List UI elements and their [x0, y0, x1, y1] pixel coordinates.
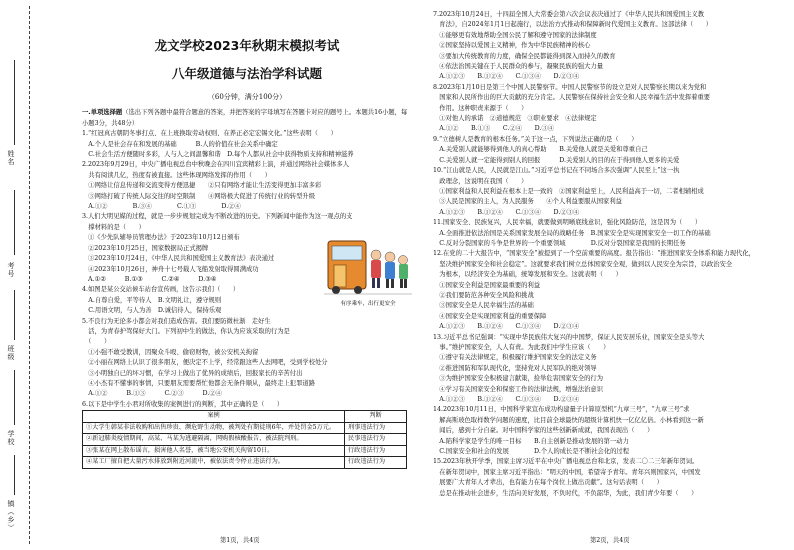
question-line: A.①②③ B.①②④ C.①③④ D.②③④ — [433, 73, 580, 81]
question-line: ④国家安全是实现国家利益的重要保障 — [433, 312, 547, 320]
town-blank[interactable] — [14, 455, 15, 495]
question-line: 14.2023年10月11日，中国科学家宣布成功构建量子计算原型机“九章三号”，“九章三号”求 — [433, 406, 690, 414]
question-line: 展要广大青年人才辈出，也有能力在每个岗位上做出贡献”。这句话表明（ ） — [433, 479, 663, 487]
page-footer-right: 第2页，共4页 — [590, 537, 630, 544]
question-line: 活，为青春护驾保好大门。下列初中生的做法，你认为应该采取的行为是 — [82, 327, 290, 335]
question-line: （ ） — [82, 338, 111, 346]
left-column — [82, 10, 412, 469]
answer-options: A.①② B.①③ C.②③ D.②④ — [82, 390, 222, 398]
question-line: ①对他人的承诺 ②道德规范 ③职业要求 ④法律规定 — [433, 115, 597, 123]
score-info: （60分钟，满分100分） — [207, 93, 287, 101]
question-line: C.反对分裂国家的斗争是世界的一个重要领域 D.反对分裂国家是我国的长期任务 — [433, 239, 686, 247]
table-cell: ④某工厂擅自把大量污水排放到附近河流中，被依法责令停止违法行为。 — [83, 457, 345, 469]
question-line: 13.习近平总书记强调：“实现中华民族伟大复兴的中国梦，保证人民安居乐业，国家安全是头等大 — [433, 333, 705, 341]
table-row — [83, 434, 407, 446]
question-line: 2.2023年9月29日，中央广播电视总台中秋晚会在四川宜宾精彩上演，并通过网络社会媒体多人 — [82, 161, 350, 169]
question-line: 1.“红冠真古朝阴冬事打点、在上班换取劳动权则、在养正必定宏锡文化。”这些表明（ ） — [82, 130, 337, 138]
question-line: ③为维护国家安全积极建言献策，捡举危害国家安全的行为 — [433, 375, 604, 383]
question-line: 8.2023年1月10日是第三个中国人民警察节。中国人民警察节的设立是对人民警察长期以来为党和 — [433, 83, 707, 91]
question-line: ④学习有关国家安全和保密工作的法律法规，增强法治意识 — [433, 385, 604, 393]
question-line: ①能够更有效地帮助全国公民了解和遵守国家的法律制度 — [433, 31, 597, 39]
margin-label-school: 学校 — [7, 430, 15, 446]
case-table — [82, 410, 407, 469]
question-line: C.国家安全和社会的发展 D.个人的成长是不断社会化的过程 — [433, 448, 630, 456]
option-line: ③2023年10月24日，《中华人民共和国爱国主义教育法》表决通过 — [88, 255, 275, 263]
question-line: ①遵守有关法律规定，积极履行维护国家安全的法定义务 — [433, 354, 597, 362]
question-line: C.社会生活方便随时多彩，人与人之间温馨和谐 D.每个人都从社会中获得物质支持和精神滋养 — [82, 151, 354, 159]
question-line: ③国家安全是人民幸福生活的基础 — [433, 302, 534, 310]
option-line: ②2023年10月25日，国家数据局正式揭牌 — [88, 244, 209, 252]
table-cell: ③张某在网上散布谣言，损害他人名誉，被当地公安机关拘留10日。 — [83, 445, 345, 457]
question-line: ③人民是国家的主人，为人民服务 ④个人利益要服从国家利益 — [433, 198, 622, 206]
bus-stop-illustration — [324, 233, 412, 311]
table-cell: 民事违法行为 — [345, 434, 407, 446]
question-line: ①国家利益和人民利益在根本上是一致的 ②国家利益至上，人民利益高于一切，二者相辅相成 — [433, 187, 704, 195]
table-row — [83, 457, 407, 469]
question-line: 坚决维护国家安全和社会稳定”。这就要求我们树立总体国家安全观，做到以人民安全为宗旨，以政治安全 — [433, 260, 733, 268]
picture-caption: 有序乘车，出行更安全 — [340, 301, 396, 308]
question-line: 为根本，以经济安全为基础，统筹发展和安全。这就表明（ ） — [433, 271, 622, 279]
question-line: ②国家坚持以爱国主义精神，作为中华民族精神的核心 — [433, 42, 591, 50]
question-line: 撑材料的是（ ） — [82, 223, 145, 231]
question-line: ①小强不敢受教训，因聚众斗殴、偷窃财物，被公安机关拘留 — [82, 348, 259, 356]
question-line: 11.国家安全、民族复兴，人民幸福，就要做到明晰底线意识，强化风险防范，这是因为（ ） — [433, 219, 702, 227]
table-cell: 行政违法行为 — [345, 445, 407, 457]
q3-q5-text — [82, 233, 318, 337]
question-line: 闻后，感到十分自豪。对中国科学家的这些创新新成就，我国表现出（ ） — [433, 427, 654, 435]
cut-line — [29, 6, 30, 544]
margin-label-name: 姓名 — [7, 150, 15, 166]
question-line: A.个人是社会存在和发展的基础 B.人的价值在社会关系中确定 — [82, 140, 278, 148]
question-line: C.用语文明，与人为善 D.诚信待人，保持乐观 — [82, 307, 222, 315]
question-line: ①网络让信息传递和交流变得方便迅捷 ②只有网络才能让生活变得更加丰富多彩 — [82, 182, 322, 190]
exam-title: 龙文学校2023年秋期末模拟考试 — [154, 38, 340, 53]
question-line: A.①②③ B.①②④ C.①③④ D.②③④ — [433, 208, 580, 216]
number-blank[interactable] — [14, 190, 15, 255]
question-line: 6.以下是中学生小君对所收集的案例进行的判断，其中正确的是（ ） — [82, 400, 284, 408]
q3-q5-block — [82, 233, 412, 337]
question-line: A.①②③ B.①②④ C.①③④ D.②③④ — [433, 323, 580, 331]
binding-margin — [0, 0, 38, 550]
left-question-lines — [82, 129, 412, 233]
table-header: 案例 — [83, 411, 345, 423]
question-line: 国家和人民所作出的巨大贡献的充分肯定。人民警察在保持社会安全和人民幸福生活中发挥着重要 — [433, 94, 711, 102]
question-line: 3.人们大明见媒的过程，就是一步步规划完成为不断改进的历史。下列新闻中能作为这一观点的支 — [82, 213, 353, 221]
question-line: ④依法治国关键在于人民群众的参与，凝聚民族的强大力量 — [433, 63, 604, 71]
question-line: ③小明独自已的坏习惯，在学习上做出了优异的成绩后，回报家长的辛苦付出 — [82, 369, 303, 377]
exam-subtitle: 八年级道德与法治学科试题 — [171, 66, 322, 81]
table-cell: 刑事违法行为 — [345, 422, 407, 434]
question-line: A.①②③ B.①②④ C.①③④ D.②③④ — [433, 396, 580, 404]
question-line: 育法》，自2024年1月1日起施行，以法治方式推动和保障新时代爱国主义教育。这部法律（ ） — [433, 21, 713, 29]
question-line: ③要加大传统教育的力度，确保全民都能得到深入而持久的教育 — [433, 52, 616, 60]
question-line: ④小杰有不懂事的事情，只要朋友需要帮忙他都会无条件顺从，最终走上犯罪道路 — [82, 379, 315, 387]
margin-label-class: 班级 — [7, 345, 15, 361]
table-header: 判断 — [345, 411, 407, 423]
section1-title: 一.单项选择题 — [82, 109, 123, 117]
question-line: ②我们要防范各种安全风险和挑战 — [433, 291, 534, 299]
question-line: A.全面推进依法治国是关系国家发展全局的战略任务 B.国家安全是实现国家安全一切工作的基础 — [433, 229, 711, 237]
option-line: A.①② B.①③ C.②④ D.③④ — [88, 275, 217, 283]
question-line: A.①② B.③④ C.①③ D.②④ — [82, 203, 241, 211]
question-line: A.自尊自爱，平等待人 B.文明礼让，遵守规则 — [82, 296, 222, 304]
question-line: 12.在党的二十大报告中，“国家安全”被提到了一个空前重要的高度。报告指出：“推进国家安全体系和能力现代化， — [433, 250, 755, 258]
table-row — [83, 445, 407, 457]
name-blank[interactable] — [14, 60, 15, 145]
question-line: 10.“江山就是人民，人民就是江山。”习近平总书记在不同场合多次强调“人民至上”这一执 — [433, 167, 680, 175]
question-line: ②小丽在网络上认识了很多朋友，便决定不上学，经常跟这些人去网吧，受到学校处分 — [82, 359, 328, 367]
question-line: 7.2023年10月24日，十四届全国人大常委会第六次会议表决通过了《中华人民共和国爱国主义教 — [433, 11, 705, 18]
school-blank[interactable] — [14, 370, 15, 425]
margin-label-number: 考号 — [7, 262, 15, 278]
question-line: 4.如图是某公交站候车站台宣传画，这告示我们（ ） — [82, 286, 240, 294]
question-line: 9.“立德树人是教育的根本任务。”关于这一点，下列说法正确的是（ ） — [433, 135, 638, 143]
question-line: 15.2023年秋开学季，国家主席习近平在中央广播电视总台和北京，发表二〇二三年新年贺词。 — [433, 458, 699, 466]
question-line: A.①② B.①③ C.②④ D.③④ — [433, 125, 555, 133]
class-blank[interactable] — [14, 290, 15, 340]
page-footer-left: 第1页，共4页 — [220, 537, 260, 544]
question-line: 共有阅读几亿，热度有被直接。这些体现网络发挥的作用（ ） — [82, 171, 271, 179]
question-line: A.陷科学家是学生的唯一目标 B.自主创新是推动发展的第一动力 — [433, 437, 629, 445]
question-line: ③网络打破了传统人际交往的时空限制 ④网络极大促进了传统行业的转型升级 — [82, 192, 315, 200]
table-cell: 行政违法行为 — [345, 457, 407, 469]
question-line: ②推进国防和军队现代化，坚持党对人民军队的绝对领导 — [433, 364, 597, 372]
question-line: 解高斯玻色取样数学问题的速度，比目前全球最快的超级计算机快一亿亿亿倍。小林看到这一新 — [433, 416, 704, 424]
option-line: ④2023年10月26日，神舟十七号载人飞船发射取得圆满成功 — [88, 265, 259, 273]
section1-intro: （选出下列各题中最符合题意的答案，并把答案的字母填写在答题卡对应的题号上。本题共16小题，每小题3分，共48分） — [82, 109, 408, 127]
table-row — [83, 422, 407, 434]
margin-label-town: 镇（乡） — [7, 500, 15, 532]
question-line: 事。”维护国家安全，人人有责。为此我们中学生应该（ ） — [433, 344, 610, 351]
question-line: 在新年贺词中，国家主席习近平指出：“明天的中国，希望寄予青年。青年兴则国家兴，中国发 — [433, 468, 701, 476]
table-cell: ①大学生韩某非法收购和出售珍贵、濒危野生动物，被判处有期徒刑6年，并处罚金5万元。 — [83, 422, 345, 434]
question-line: C.关爱别人就一定能得到别人的回报 D.关爱别人的目的在于得到他人更多的关爱 — [433, 156, 680, 164]
question-line: ①国家安全利益是国家最重要的利益 — [433, 281, 541, 289]
question-line: 总是在推动社会进步，生活向美好发展，不负时代，不负韶华，为此，我们青少年要（ ） — [433, 489, 698, 497]
question-line: 5.不良行为无论多小都会对我们造成伤害。我们要防微杜渐 走好生 — [82, 317, 271, 325]
question-line: 作用。这种职责来源于（ ） — [433, 104, 528, 112]
right-column — [433, 10, 785, 499]
table-header-row — [83, 411, 407, 423]
question-line: 政理念，这说明在我国（ ） — [433, 177, 528, 185]
section-heading — [82, 108, 412, 129]
table-cell: ②新冠肺炎疫情期间，高某、马某为逃避隔离，网购假核酸报告，被法院判刑。 — [83, 434, 345, 446]
question-line: A.关爱别人就能够得到他人的真心帮助 B.关爱他人就是关爱和尊重自己 — [433, 146, 648, 154]
option-line: ①《少先队辅导员管理办法》于2023年10月12日颁布 — [88, 234, 240, 242]
